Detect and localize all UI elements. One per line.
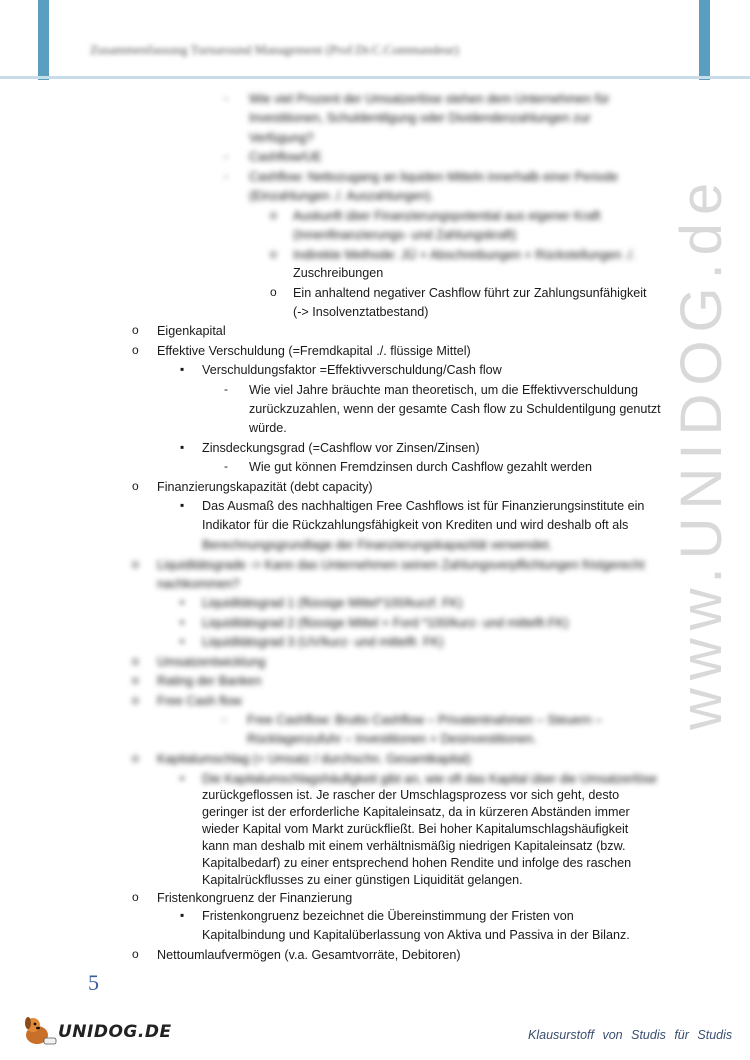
text-line: Berechnungsgrundlage der Finanzierungskapazität verwendet.: [202, 538, 553, 552]
text-line: Verschuldungsfaktor =Effektivverschuldung/Cash flow: [202, 363, 502, 377]
text-line: Finanzierungskapazität (debt capacity): [157, 480, 373, 494]
text-line: Investitionen, Schuldentilgung oder Dividendenzahlungen zur: [249, 111, 591, 125]
list-marker: o: [132, 890, 139, 904]
list-marker: ▪: [180, 771, 185, 785]
text-line: Eigenkapital: [157, 324, 226, 338]
text-line: Die Kapitalumschlagshäufigkeit gibt an, wie oft das Kapital über die Umsatzerlöse: [202, 772, 658, 786]
text-line: Cashflow/UE: [249, 150, 322, 164]
list-marker: -: [224, 91, 228, 105]
list-marker: o: [270, 208, 277, 222]
text-line: Kapitalumschlag (= Umsatz / durchschn. Gesamtkapital): [157, 752, 471, 766]
text-line: Effektive Verschuldung (=Fremdkapital ./. flüssige Mittel): [157, 344, 471, 358]
text-line: Indikator für die Rückzahlungsfähigkeit von Krediten und wird deshalb oft als: [202, 518, 629, 532]
header-title: Zusammenfassung Turnaround Management (Prof.Dr.C.Commandeur): [90, 42, 460, 57]
text-line: Cashflow: Nettozugang an liquiden Mitteln innerhalb einer Periode: [249, 170, 618, 184]
text-line: Free Cash flow: [157, 694, 242, 708]
text-line: Das Ausmaß des nachhaltigen Free Cashflows ist für Finanzierungsinstitute ein: [202, 499, 645, 513]
list-marker: o: [132, 343, 139, 357]
text-line: (Innenfinanzierungs- und Zahlungskraft): [293, 228, 517, 242]
text-line: nachkommen?: [157, 577, 240, 591]
list-marker: ▪: [180, 908, 185, 922]
list-marker: o: [132, 479, 139, 493]
list-marker: ▪: [180, 634, 185, 648]
text-line: Kapitalrückflusses zu einer günstigen Liquidität gelangen.: [202, 873, 523, 887]
footer-tagline: Klausurstoff von Studis für Studis: [528, 1028, 733, 1042]
list-marker: o: [132, 673, 139, 687]
text-line: Wie gut können Fremdzinsen durch Cashflow gezahlt werden: [249, 460, 593, 474]
text-line: Indirekte Methode: JÜ + Abschreibungen + Rückstellungen ./.: [293, 248, 636, 262]
text-line: Wie viel Jahre bräuchte man theoretisch, um die Effektivverschuldung: [249, 383, 638, 397]
text-line: Fristenkongruenz der Finanzierung: [157, 891, 353, 905]
text-line: Kapitalbindung und Kapitalüberlassung von Aktiva und Passiva in der Bilanz.: [202, 928, 630, 942]
list-marker: o: [270, 285, 277, 299]
list-marker: o: [270, 247, 277, 261]
list-marker: o: [132, 323, 139, 337]
list-marker: o: [132, 751, 139, 765]
list-marker: o: [132, 557, 139, 571]
text-line: Zuschreibungen: [293, 266, 384, 280]
list-marker: -: [224, 169, 228, 183]
text-line: Liquiditätsgrad 3 (UV/kurz- und mittelfr. FK): [202, 635, 444, 649]
list-marker: ▪: [180, 498, 185, 512]
list-marker: -: [224, 382, 228, 396]
text-line: zurückzuzahlen, wenn der gesamte Cash flow zu Schuldentilgung genutzt: [249, 402, 661, 416]
list-marker: -: [224, 459, 228, 473]
list-marker: ▪: [180, 595, 185, 609]
text-line: (-> Insolvenztatbestand): [293, 305, 429, 319]
text-line: Umsatzentwicklung: [157, 655, 266, 669]
text-line: wieder Kapital vom Markt zurückfließt. Bei hoher Kapitalumschlagshäufigkeit: [202, 822, 629, 836]
list-marker: o: [132, 947, 139, 961]
logo-text: UNIDOG.DE: [58, 1022, 172, 1042]
text-line: Zinsdeckungsgrad (=Cashflow vor Zinsen/Zinsen): [202, 441, 480, 455]
text-line: zurückgeflossen ist. Je rascher der Umschlagsprozess vor sich geht, desto: [202, 788, 620, 802]
watermark: www.UNIDOG.de: [669, 174, 734, 730]
list-marker: o: [132, 654, 139, 668]
text-line: (Einzahlungen ./. Auszahlungen).: [249, 189, 434, 203]
list-marker: ▪: [180, 615, 185, 629]
list-marker: ▪: [180, 362, 185, 376]
text-line: Kapitalbedarf) zu einer entsprechend hohen Rendite und infolge des raschen: [202, 856, 632, 870]
list-marker: o: [132, 693, 139, 707]
text-line: Fristenkongruenz bezeichnet die Übereinstimmung der Fristen von: [202, 909, 574, 923]
text-line: kann man deshalb mit einem verhältnismäßig niedrigen Kapitaleinsatz (bzw.: [202, 839, 626, 853]
list-marker: -: [224, 149, 228, 163]
text-line: Rating der Banken: [157, 674, 262, 688]
list-marker: -: [222, 712, 226, 726]
dog-logo-icon: [22, 1014, 58, 1048]
list-marker: ▪: [180, 440, 185, 454]
text-line: Liquiditätsgrad 2 (flüssige Mittel + Ford *100/kurz- und mittelfr.FK): [202, 616, 569, 630]
text-line: Ein anhaltend negativer Cashflow führt zur Zahlungsunfähigkeit: [293, 286, 647, 300]
page-number: 5: [88, 970, 99, 995]
text-line: Nettoumlaufvermögen (v.a. Gesamtvorräte, Debitoren): [157, 948, 461, 962]
text-line: Rücklagenzufuhr – Investitionen + Desinvestitionen.: [247, 732, 537, 746]
text-line: Free Cashflow: Brutto Cashflow – Privatentnahmen – Steuern –: [247, 713, 602, 727]
text-line: würde.: [249, 421, 287, 435]
text-line: Liquiditätsgrad 1 (flüssige Mittel*100/kurzf. FK): [202, 596, 463, 610]
text-line: Verfügung?: [249, 131, 314, 145]
text-line: geringer ist der erforderliche Kapitaleinsatz, da in kürzeren Abständen immer: [202, 805, 630, 819]
text-line: Wie viel Prozent der Umsatzerlöse stehen dem Unternehmen für: [249, 92, 610, 106]
text-line: Auskunft über Finanzierungspotential aus eigener Kraft: [293, 209, 601, 223]
text-line: Liquiditätsgrade -> Kann das Unternehmen seinen Zahlungsverpflichtungen fristgerecht: [157, 558, 645, 572]
